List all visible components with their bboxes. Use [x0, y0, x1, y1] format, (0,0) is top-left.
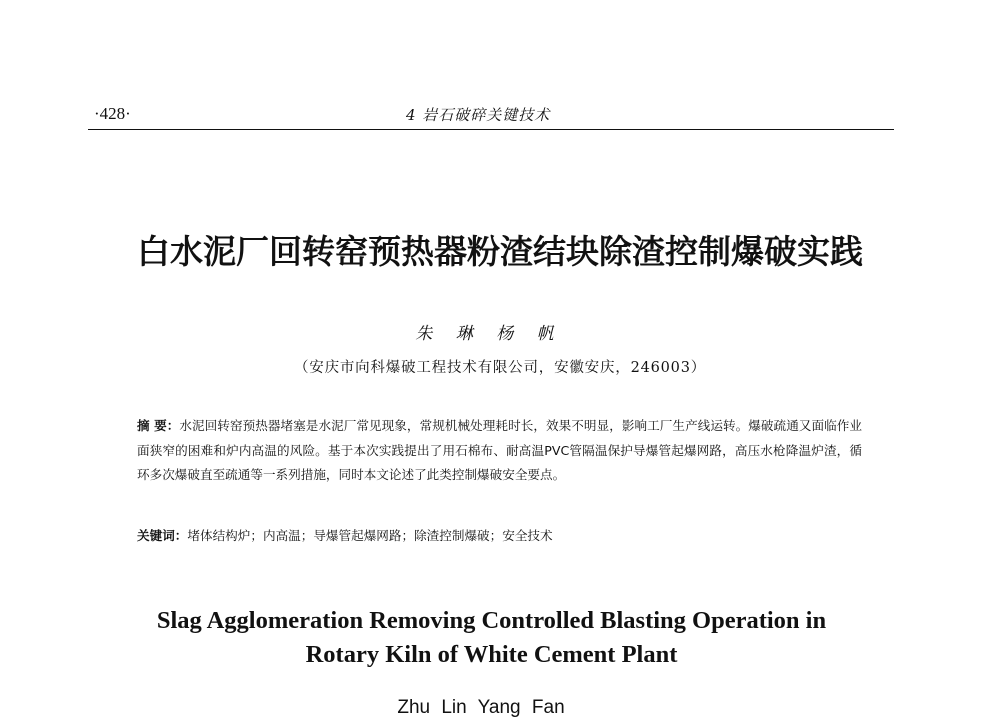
abstract-label: 摘 要： — [137, 418, 180, 433]
paper-title-chinese: 白水泥厂回转窑预热器粉渣结块除渣控制爆破实践 — [137, 232, 863, 271]
authors-english: Zhu Lin Yang Fan — [397, 697, 565, 718]
authors-chinese: 朱 琳 杨 帆 — [415, 324, 557, 344]
page-number: ·428· — [94, 104, 131, 123]
running-head — [88, 94, 892, 124]
title-en-line-1: Slag Agglomeration Removing Controlled Blasting Operation in — [156, 607, 827, 634]
title-en-line-2: Rotary Kiln of White Cement Plant — [305, 641, 678, 668]
abstract — [137, 414, 862, 488]
abstract-text: 水泥回转窑预热器堵塞是水泥厂常见现象，常规机械处理耗时长，效果不明显，影响工厂生产线运转。爆破疏通又面临作业面狭窄的困难和炉内高温的风险。基于本次实践提出了用石棉布、耐高温PVC管隔温保护导爆管起爆网路，高压水枪降温炉渣，循环多次爆破直至疏通等一系列措施，同时本文论述了此类控制爆破安全要点。 — [137, 418, 863, 482]
keywords-label: 关键词： — [137, 528, 188, 543]
header-rule — [88, 129, 894, 130]
keywords — [137, 526, 862, 546]
keywords-text: 堵体结构炉；内高温；导爆管起爆网路；除渣控制爆破；安全技术 — [187, 528, 553, 543]
affiliation-chinese: （安庆市向科爆破工程技术有限公司，安徽安庆，246003） — [293, 360, 707, 376]
chapter-title: 4 岩石破碎关键技术 — [406, 106, 551, 124]
paper-title-english — [0, 604, 983, 672]
